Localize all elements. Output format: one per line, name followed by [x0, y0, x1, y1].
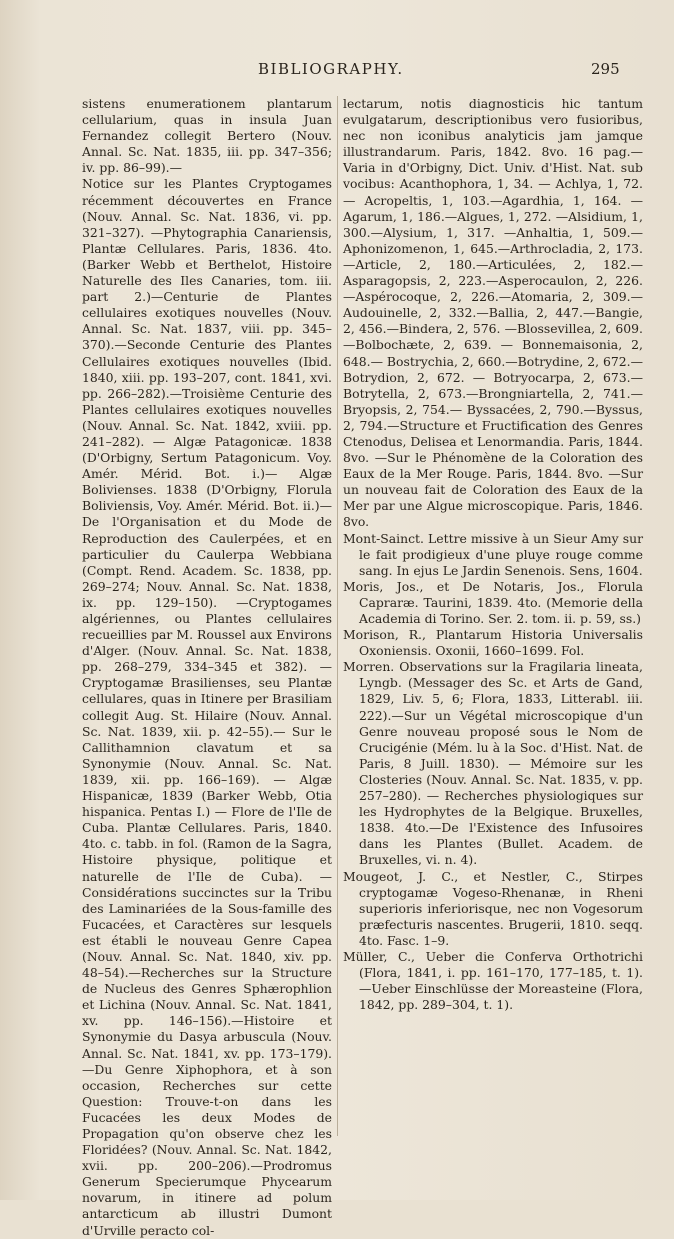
- right-column: [343, 96, 643, 1013]
- column-divider: [337, 96, 338, 1136]
- bibliography-entry-morison: Morison, R., Plantarum Historia Universalis Oxoniensis. Oxonii, 1660–1699. Fol.: [343, 627, 643, 659]
- left-column-body: Notice sur les Plantes Cryptogames récemment découvertes en France (Nouv. Annal. Sc. Nat. 1836, vi. pp. 321–327). —Phytographia Canariensis, Plantæ Cellulares. Paris, 1836. 4to. (Barker Webb et Berthelot, Histoire Naturelle des Iles Canaries, tom. iii. part 2.)—Centurie de Plantes cellulaires exotiques nouvelles (Nouv. Annal. Sc. Nat. 1837, viii. pp. 345–370).—Seconde Centurie des Plantes Cellulaires exotiques nouvelles (Ibid. 1840, xiii. pp. 193–207, cont. 1841, xvi. pp. 266–282).—Troisième Centurie des Plantes cellulaires exotiques nouvelles (Nouv. Annal. Sc. Nat. 1842, xviii. pp. 241–282). — Algæ Patagonicæ. 1838 (D'Orbigny, Sertum Patagonicum. Voy. Amér. Mérid. Bot. i.)— Algæ Bolivienses. 1838 (D'Orbigny, Florula Boliviensis, Voy. Amér. Mérid. Bot. ii.)— De l'Organisation et du Mode de Reproduction des Caulerpées, et en particulier du Caulerpa Webbiana (Compt. Rend. Academ. Sc. 1838, pp. 269–274; Nouv. Annal. Sc. Nat. 1838, ix. pp. 129–150). —Cryptogames algériennes, ou Plantes cellulaires recueillies par M. Roussel aux Environs d'Alger. (Nouv. Annal. Sc. Nat. 1838, pp. 268–279, 334–345 et 382). — Cryptogamæ Brasilienses, seu Plantæ cellulares, quas in Itinere per Brasiliam collegit Aug. St. Hilaire (Nouv. Annal. Sc. Nat. 1839, xii. p. 42–55).— Sur le Callithamnion clavatum et sa Synonymie (Nouv. Annal. Sc. Nat. 1839, xii. pp. 166–169). — Algæ Hispanicæ, 1839 (Barker Webb, Otia hispanica. Pentas I.) — Flore de l'Ile de Cuba. Plantæ Cellulares. Paris, 1840. 4to. c. tabb. in fol. (Ramon de la Sagra, Histoire physique, politique et naturelle de l'Ile de Cuba). — Considérations succinctes sur la Tribu des Laminariées de la Sous-famille des Fucacées, et Caractères sur lesquels est établi le nouveau Genre Capea (Nouv. Annal. Sc. Nat. 1840, xiv. pp. 48–54).—Recherches sur la Structure de Nucleus des Genres Sphærophlion et Lichina (Nouv. Annal. Sc. Nat. 1841, xv. pp. 146–156).—Histoire et Synonymie du Dasya arbuscula (Nouv. Annal. Sc. Nat. 1841, xv. pp. 173–179).—Du Genre Xiphophora, et à son occasion, Recherches sur cette Question: Trouve-t-on dans les Fucacées les deux Modes de Propagation qu'on observe chez les Floridées? (Nouv. Annal. Sc. Nat. 1842, xvii. pp. 200–206).—Prodromus Generum Specierumque Phycearum novarum, in itinere ad polum antarcticum ab illustri Dumont d'Urville peracto col-: [82, 176, 332, 1238]
- left-column: [82, 96, 332, 1239]
- bibliography-entry-mont-sainct: Mont-Sainct. Lettre missive à un Sieur Amy sur le fait prodigieux d'une pluye rouge comme sang. In ejus Le Jardin Senenois. Sens, 1604.: [343, 530, 643, 578]
- right-column-continuation: lectarum, notis diagnosticis hic tantum evulgatarum, descriptionibus vero fusioribus, nec non iconibus analyticis jam jamque illustrandarum. Paris, 1842. 8vo. 16 pag.—Varia in d'Orbigny, Dict. Univ. d'Hist. Nat. sub vocibus: Acanthophora, 1, 34. — Achlya, 1, 72. — Acropeltis, 1, 103.—Agardhia, 1, 164. — Agarum, 1, 186.—Algues, 1, 272. —Alsidium, 1, 300.—Alysium, 1, 317. —Anhaltia, 1, 509.—Aphonizomenon, 1, 645.—Arthrocladia, 2, 173.—Article, 2, 180.—Articulées, 2, 182.—Asparagopsis, 2, 223.—Asperocaulon, 2, 226. —Aspérocoque, 2, 226.—Atomaria, 2, 309.—Audouinelle, 2, 332.—Ballia, 2, 447.—Bangie, 2, 456.—Bindera, 2, 576. —Blossevillea, 2, 609.—Bolbochæte, 2, 639. — Bonnemaisonia, 2, 648.— Bostrychia, 2, 660.—Botrydine, 2, 672.— Botrydion, 2, 672. — Botryocarpa, 2, 673.—Botrytella, 2, 673.—Brongniartella, 2, 741.—Bryopsis, 2, 754.— Byssacées, 2, 790.—Byssus, 2, 794.—Structure et Fructification des Genres Ctenodus, Delisea et Lenormandia. Paris, 1844. 8vo. —Sur le Phénomène de la Coloration des Eaux de la Mer Rouge. Paris, 1844. 8vo. —Sur un nouveau fait de Coloration des Eaux de la Mer par une Algue microscopique. Paris, 1846. 8vo.: [343, 96, 643, 530]
- running-head-title: BIBLIOGRAPHY.: [258, 60, 404, 78]
- bibliography-entry-morren: Morren. Observations sur la Fragilaria lineata, Lyngb. (Messager des Sc. et Arts de Gand, 1829, Liv. 5, 6; Flora, 1833, Litterabl. iii. 222).—Sur un Végétal microscopique d'un Genre nouveau proposé sous le Nom de Crucigénie (Mém. lu à la Soc. d'Hist. Nat. de Paris, 8 Juill. 1830). — Mémoire sur les Closteries (Nouv. Annal. Sc. Nat. 1835, v. pp. 257–280). — Recherches physiologiques sur les Hydrophytes de la Belgique. Bruxelles, 1838. 4to.—De l'Existence des Infusoires dans les Plantes (Bullet. Academ. de Bruxelles, vi. n. 4).: [343, 659, 643, 868]
- page-number: 295: [591, 60, 620, 78]
- bibliography-entry-muller: Müller, C., Ueber die Conferva Orthotrichi (Flora, 1841, i. pp. 161–170, 177–185, t. 1).—Ueber Einschlüsse der Moreasteine (Flora, 1842, pp. 289–304, t. 1).: [343, 948, 643, 1013]
- running-head: [0, 60, 674, 82]
- left-column-continuation: sistens enumerationem plantarum cellularium, quas in insula Juan Fernandez collegit Bertero (Nouv. Annal. Sc. Nat. 1835, iii. pp. 347–356; iv. pp. 86–99).—: [82, 96, 332, 176]
- bibliography-entry-mougeot: Mougeot, J. C., et Nestler, C., Stirpes cryptogamæ Vogeso-Rhenanæ, in Rheni superioris inferiorisque, nec non Vogesorum præfecturis nascentes. Brugerii, 1810. seqq. 4to. Fasc. 1–9.: [343, 868, 643, 948]
- bibliography-entry-moris: Moris, Jos., et De Notaris, Jos., Florula Capraræ. Taurini, 1839. 4to. (Memorie della Academia di Torino. Ser. 2. tom. ii. p. 59, ss.): [343, 578, 643, 626]
